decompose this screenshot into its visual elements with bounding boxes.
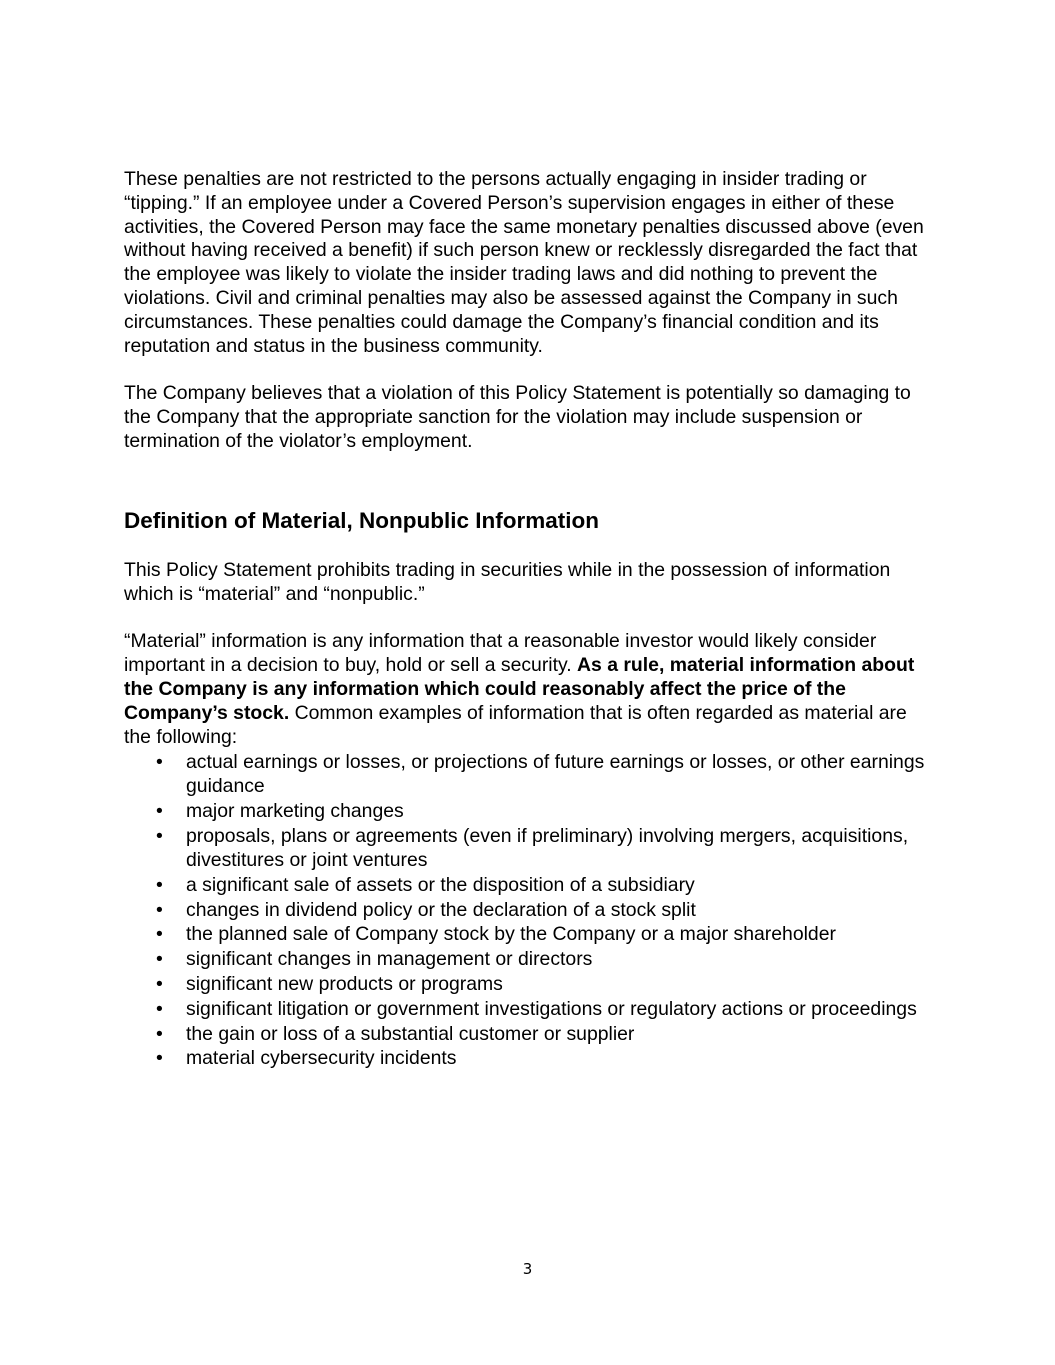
list-item — [124, 750, 932, 798]
material-tail-text: Common examples of information that is often regarded as material are the following: — [124, 701, 907, 748]
section-heading: Definition of Material, Nonpublic Information — [124, 507, 599, 533]
list-item — [124, 898, 932, 922]
list-item-text: the gain or loss of a substantial customer or supplier — [186, 1022, 635, 1045]
list-item — [124, 1046, 932, 1070]
bullet-icon: • — [156, 948, 163, 971]
list-item-text: actual earnings or losses, or projections of future earnings or losses, or other earnings guidance — [186, 750, 925, 798]
list-item-text: changes in dividend policy or the declaration of a stock split — [186, 898, 696, 921]
list-item — [124, 824, 932, 872]
list-item — [124, 1022, 932, 1046]
material-lead-text: “Material” information is any information that a reasonable investor would likely consider important in a decision to buy, hold or sell a security. — [124, 630, 877, 677]
list-item-text: significant changes in management or directors — [186, 948, 593, 971]
sanction-paragraph: The Company believes that a violation of this Policy Statement is potentially so damaging to the Company that the appropriate sanction for the violation may include suspension or termination of the violator’s employment. — [124, 382, 911, 452]
bullet-icon: • — [156, 750, 163, 773]
intro-paragraph: This Policy Statement prohibits trading in securities while in the possession of information which is “material” and “nonpublic.” — [124, 558, 891, 605]
list-item — [124, 997, 932, 1021]
bullet-icon: • — [156, 898, 163, 921]
list-item-text: material cybersecurity incidents — [186, 1047, 457, 1070]
bullet-icon: • — [156, 873, 163, 896]
list-item — [124, 947, 932, 971]
bullet-icon: • — [156, 799, 163, 822]
list-item-text: proposals, plans or agreements (even if preliminary) involving mergers, acquisitions, divestitures or joint ventures — [186, 824, 909, 871]
material-definition-paragraph — [124, 630, 932, 749]
list-item-text: a significant sale of assets or the disposition of a subsidiary — [186, 873, 695, 896]
list-item-text: the planned sale of Company stock by the Company or a major shareholder — [186, 923, 836, 946]
document-page — [124, 168, 932, 1071]
list-item — [124, 873, 932, 897]
bullet-icon: • — [156, 997, 163, 1020]
list-item — [124, 972, 932, 996]
bullet-icon: • — [156, 923, 163, 946]
list-item — [124, 799, 932, 823]
page-number: 3 — [522, 1260, 533, 1278]
list-item — [124, 922, 932, 946]
bullet-icon: • — [156, 972, 163, 995]
list-item-text: significant litigation or government investigations or regulatory actions or proceedings — [186, 997, 917, 1020]
bullet-icon: • — [156, 824, 163, 847]
penalties-paragraph: These penalties are not restricted to the persons actually engaging in insider trading or “tipping.” If an employee under a Covered Person’s supervision engages in either of these activities, the Covered Person may face the same monetary penalties discussed above (even without having received a benefit) if such person knew or recklessly disregarded the fact that the employee was likely to violate the insider trading laws and did nothing to prevent the violations. Civil and criminal penalties may also be assessed against the Company in such circumstances. These penalties could damage the Company’s financial condition and its reputation and status in the business community. — [124, 168, 924, 357]
bullet-icon: • — [156, 1022, 163, 1045]
material-examples-list — [124, 750, 932, 1071]
list-item-text: major marketing changes — [186, 799, 404, 822]
list-item-text: significant new products or programs — [186, 972, 503, 995]
bullet-icon: • — [156, 1047, 163, 1070]
material-bold-rule: As a rule, material information about the Company is any information which could reasonably affect the price of the Company’s stock. — [124, 654, 915, 724]
